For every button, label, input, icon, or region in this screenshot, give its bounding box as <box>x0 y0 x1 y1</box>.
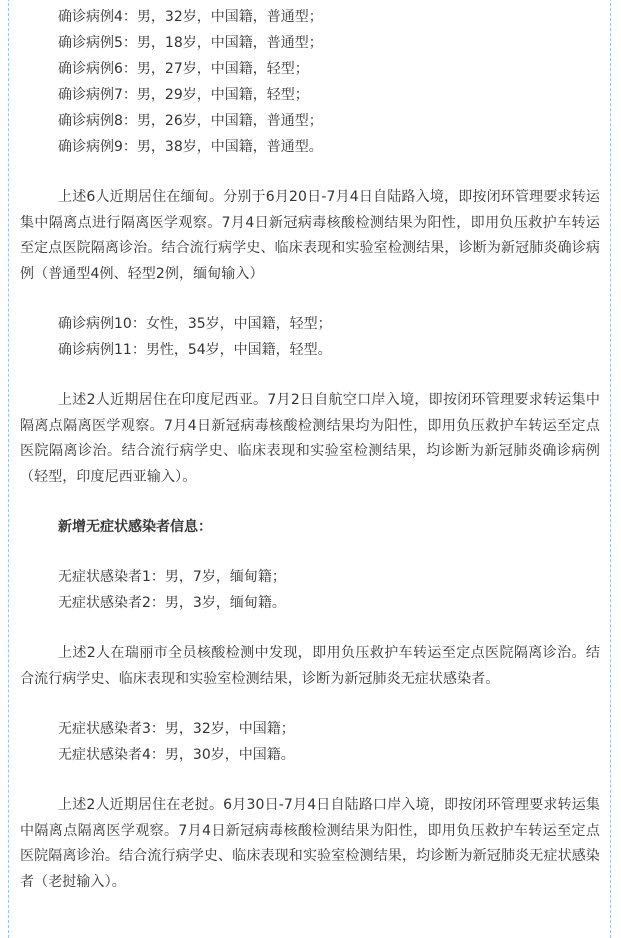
case-list-b <box>20 311 600 363</box>
article-body <box>20 4 600 895</box>
asymptomatic-item: 无症状感染者1：男，7岁，缅甸籍； <box>58 569 286 585</box>
case-item: 确诊病例4：男，32岁，中国籍，普通型； <box>58 9 323 25</box>
paragraph-laos: 上述2人近期居住在老挝。6月30日-7月4日自陆路口岸入境，即按闭环管理要求转运集中隔离点隔离医学观察。7月4日新冠病毒核酸检测结果为阳性，即用负压救护车转运至定点医院隔离诊治。结合流行病学史、临床表现和实验室检测结果，均诊断为新冠肺炎无症状感染者（老挝输入）。 <box>20 797 600 890</box>
section-heading: 新增无症状感染者信息： <box>58 519 212 535</box>
case-item: 确诊病例10：女性，35岁，中国籍，轻型； <box>58 316 332 332</box>
case-item: 确诊病例7：男，29岁，中国籍，轻型； <box>58 87 309 103</box>
paragraph-ruili: 上述2人在瑞丽市全员核酸检测中发现，即用负压救护车转运至定点医院隔离诊治。结合流行病学史、临床表现和实验室检测结果，诊断为新冠肺炎无症状感染者。 <box>20 645 600 687</box>
asymptomatic-list-b <box>20 716 600 768</box>
case-item: 确诊病例9：男，38岁，中国籍，普通型。 <box>58 139 323 155</box>
asymptomatic-item: 无症状感染者2：男，3岁，缅甸籍。 <box>58 595 286 611</box>
case-list-a <box>20 4 600 160</box>
case-item: 确诊病例8：男，26岁，中国籍，普通型； <box>58 113 323 129</box>
asymptomatic-list-a <box>20 564 600 616</box>
asymptomatic-item: 无症状感染者3：男，32岁，中国籍； <box>58 721 295 737</box>
asymptomatic-item: 无症状感染者4：男，30岁，中国籍。 <box>58 747 295 763</box>
paragraph-myanmar: 上述6人近期居住在缅甸。分别于6月20日-7月4日自陆路入境，即按闭环管理要求转运集中隔离点进行隔离医学观察。7月4日新冠病毒核酸检测结果为阳性，即用负压救护车转运至定点医院隔离诊治。结合流行病学史、临床表现和实验室检测结果，诊断为新冠肺炎确诊病例（普通型4例、轻型2例，缅甸输入） <box>20 189 600 282</box>
case-item: 确诊病例11：男性，54岁，中国籍，轻型。 <box>58 342 332 358</box>
case-item: 确诊病例6：男，27岁，中国籍，轻型； <box>58 61 309 77</box>
paragraph-indonesia: 上述2人近期居住在印度尼西亚。7月2日自航空口岸入境，即按闭环管理要求转运集中隔离点隔离医学观察。7月4日新冠病毒核酸检测结果均为阳性，即用负压救护车转运至定点医院隔离诊治。结合流行病学史、临床表现和实验室检测结果，均诊断为新冠肺炎确诊病例（轻型，印度尼西亚输入）。 <box>20 392 600 485</box>
case-item: 确诊病例5：男，18岁，中国籍，普通型； <box>58 35 323 51</box>
